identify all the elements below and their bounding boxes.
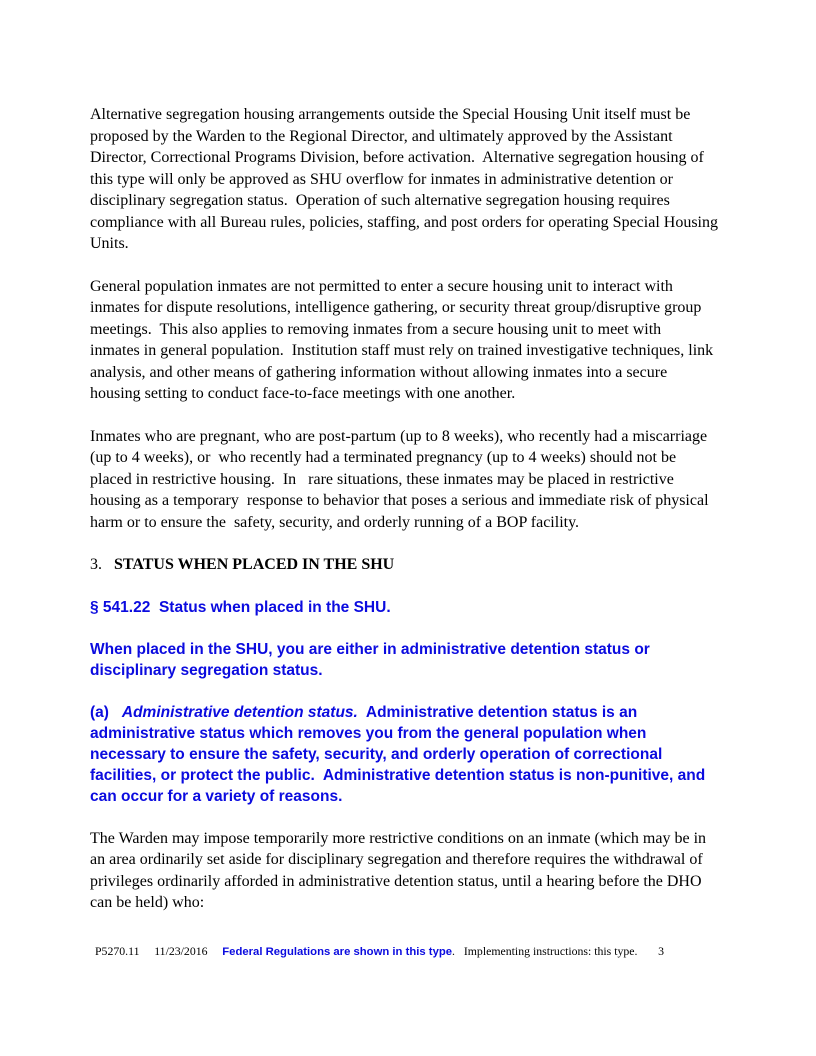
paragraph-warden-restrictive: [90, 828, 718, 914]
text-run: [638, 944, 659, 958]
regulation-subsection-a: [90, 702, 718, 807]
text-run: Inmates who are pregnant, who are post-partum (up to 8 weeks), who recently had a miscarriage (up to 4 weeks), or who recently had a terminated pregnancy (up to 4 weeks) should not be placed in restrictive housing. In rare situations, these inmates may be placed in restrictive housing as a temporary response to behavior that poses a serious and immediate risk of physical harm or to ensure the safety, security, and orderly running of a BOP facility.: [90, 427, 713, 531]
regulation-section-heading: [90, 597, 718, 618]
text-run: The Warden may impose temporarily more restrictive conditions on an inmate (which may be in an area ordinarily set aside for disciplinary segregation and therefore requires the withdrawal of privileges ordinarily afforded in administrative detention status, until a hearing before the DHO can be held) who:: [90, 829, 711, 911]
regulation-citation: § 541.22 Status when placed in the SHU.: [90, 598, 391, 616]
text-run: .: [452, 944, 464, 958]
text-run: [102, 556, 114, 573]
section-number: 3.: [90, 556, 102, 573]
text-run: When placed in the SHU, you are either in administrative detention status or disciplinary segregation status.: [90, 640, 655, 679]
section-heading-status-shu: [90, 554, 718, 576]
text-run: Alternative segregation housing arrangements outside the Special Housing Unit itself must be proposed by the Warden to the Regional Director, and ultimately approved by the Assistant Director, Correctional Programs Division, before activation. Alternative segregation housing of this type will only be approved as SHU overflow for inmates in administrative detention or disciplinary segregation status. Operation of such alternative segregation housing requires compliance with all Bureau rules, policies, staffing, and post orders for operating Special Housing Units.: [90, 106, 722, 252]
text-run: General population inmates are not permitted to enter a secure housing unit to interact with inmates for dispute resolutions, intelligence gathering, or security threat group/disruptive group meetings. This also applies to removing inmates from a secure housing unit to meet with inmates in general population. Institution staff must rely on trained investigative techniques, link analysis, and other means of gathering information without allowing inmates into a secure housing setting to conduct face-to-face meetings with one another.: [90, 277, 718, 402]
footer-date: 11/23/2016: [154, 944, 208, 958]
text-run: [208, 944, 223, 958]
paragraph-alternative-segregation: [90, 104, 722, 255]
text-run: [139, 944, 154, 958]
footer-legend-instructions: Implementing instructions: this type.: [463, 944, 638, 958]
footer-legend-regulations: Federal Regulations are shown in this type: [222, 946, 453, 958]
page-footer: [95, 944, 664, 959]
section-title: STATUS WHEN PLACED IN THE SHU: [114, 556, 395, 573]
paragraph-pregnant-inmates: [90, 426, 718, 534]
subsection-label: (a): [90, 703, 122, 721]
page-number: 3: [658, 944, 665, 958]
text-run: Administrative detention status is an administrative status which removes you from the general population when necessary to ensure the safety, security, and orderly operation of correctional facilities, or protect the public. Administrative detention status is non-punitive, and can occur for a variety of reasons.: [90, 703, 710, 805]
regulation-intro: [90, 639, 718, 681]
program-statement-number: P5270.11: [95, 944, 140, 958]
document-content: [90, 104, 722, 935]
paragraph-general-population: [90, 276, 718, 405]
subsection-title: Administrative detention status.: [121, 703, 358, 721]
